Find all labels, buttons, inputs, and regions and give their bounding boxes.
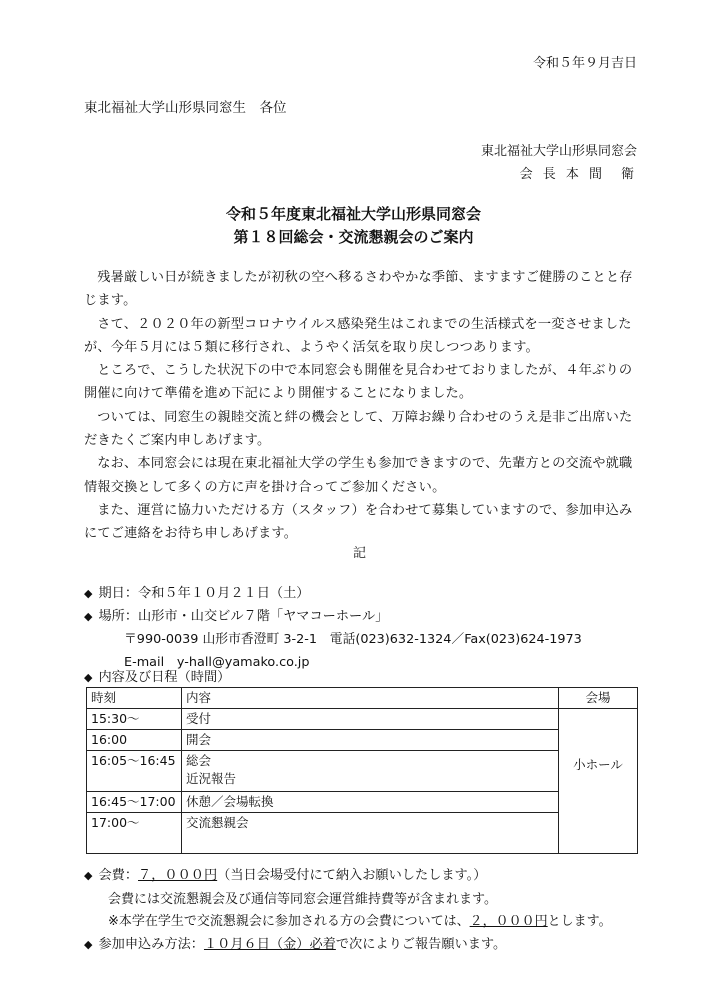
table-row <box>87 792 638 813</box>
fee-note: （当日会場受付にて納入お願いしたします。） <box>217 868 487 883</box>
table-row <box>87 709 638 730</box>
body-paragraph: 残暑厳しい日が続きましたが初秋の空へ移るさわやかな季節、ますますご健勝のことと存じます。 <box>84 270 633 309</box>
diamond-bullet-icon: ◆ <box>84 869 93 882</box>
letter-body <box>84 266 644 546</box>
row-content <box>182 751 559 792</box>
date-label: 期日： <box>98 586 139 601</box>
apply-text: で次によりご報告願います。 <box>335 937 507 952</box>
header-time: 時刻 <box>87 688 182 709</box>
diamond-bullet-icon: ◆ <box>84 587 93 600</box>
content-line: 総会 <box>186 753 212 768</box>
table-row <box>87 751 638 792</box>
date-value: 令和５年１０月２１日（土） <box>138 586 310 601</box>
fee-line <box>84 864 486 883</box>
row-content: 受付 <box>182 709 559 730</box>
row-content: 休憩／会場転換 <box>182 792 559 813</box>
diamond-bullet-icon: ◆ <box>84 610 93 623</box>
fee-amount: ７，０００円 <box>138 868 218 883</box>
row-time: 17:00～ <box>87 813 182 854</box>
row-time: 16:00 <box>87 730 182 751</box>
content-line-2: 近況報告 <box>186 771 237 786</box>
student-fee-post: とします。 <box>547 914 612 929</box>
header-content: 内容 <box>182 688 559 709</box>
sender-organization: 東北福祉大学山形県同窓会 <box>480 144 637 159</box>
body-paragraph: また、運営に協力いただける方（スタッフ）を合わせて募集していますので、参加申込みにてご連絡をお待ち申しあげます。 <box>84 502 633 542</box>
table-row <box>87 813 638 854</box>
row-time: 15:30～ <box>87 709 182 730</box>
student-fee-pre: ※本学在学生で交流懇親会に参加される方の会費については、 <box>108 914 470 929</box>
diamond-bullet-icon: ◆ <box>84 938 93 951</box>
schedule-heading <box>84 666 230 685</box>
row-content: 開会 <box>182 730 559 751</box>
student-fee <box>108 910 612 929</box>
table-row <box>87 730 638 751</box>
apply-deadline: １０月６日（金）必着 <box>203 937 336 952</box>
letter-date: 令和５年９月吉日 <box>532 56 637 71</box>
body-paragraph: なお、本同窓会には現在東北福祉大学の学生も参加できますので、先輩方との交流や就職情報交換として多くの方に声を掛け合ってご参加ください。 <box>84 456 633 495</box>
table-header-row <box>87 688 638 709</box>
event-place <box>84 605 388 624</box>
body-paragraph: さて、２０２０年の新型コロナウイルス感染発生はこれまでの生活様式を一変させましたが、今年５月には５類に移行され、ようやく活気を取り戻しつつあります。 <box>84 316 632 355</box>
header-venue: 会場 <box>559 688 638 709</box>
place-label: 場所： <box>98 609 139 624</box>
schedule-table <box>86 687 638 854</box>
body-paragraph: ついては、同窓生の親睦交流と絆の機会として、万障お繰り合わせのうえ是非ご出席いただきたくご案内申しあげます。 <box>84 409 633 449</box>
addressee: 東北福祉大学山形県同窓生 各位 <box>84 100 287 116</box>
row-time: 16:45～17:00 <box>87 792 182 813</box>
apply-label: 参加申込み方法： <box>98 937 204 952</box>
ki-heading: 記 <box>353 546 367 561</box>
student-fee-amount: ２，０００円 <box>469 914 548 929</box>
title-line-1: 令和５年度東北福祉大学山形県同窓会 <box>225 205 481 223</box>
venue-address: 〒990-0039 山形市香澄町 3-2-1 電話(023)632-1324／Fax(023)624-1973 <box>124 632 582 647</box>
body-paragraph: ところで、こうした状況下の中で本同窓会も開催を見合わせておりましたが、４年ぶりの開催に向けて準備を進め下記により開催することになりました。 <box>84 363 633 402</box>
apply-line <box>84 933 506 952</box>
row-time: 16:05～16:45 <box>87 751 182 792</box>
place-value: 山形市・山交ビル７階「ヤマコーホール」 <box>138 609 389 624</box>
diamond-bullet-icon: ◆ <box>84 671 93 684</box>
schedule-label: 内容及び日程（時間） <box>98 670 231 685</box>
venue-email: E-mail y-hall@yamako.co.jp <box>124 655 310 670</box>
title-line-2: 第１８回総会・交流懇親会のご案内 <box>233 228 474 246</box>
venue-cell: 小ホール <box>559 709 638 854</box>
fee-includes: 会費には交流懇親会及び通信等同窓会運営維持費等が含まれます。 <box>108 892 497 907</box>
sender-name: 会 長 本 間 衛 <box>519 167 637 182</box>
event-date <box>84 582 309 601</box>
row-content: 交流懇親会 <box>182 813 559 854</box>
fee-label: 会費： <box>98 868 139 883</box>
